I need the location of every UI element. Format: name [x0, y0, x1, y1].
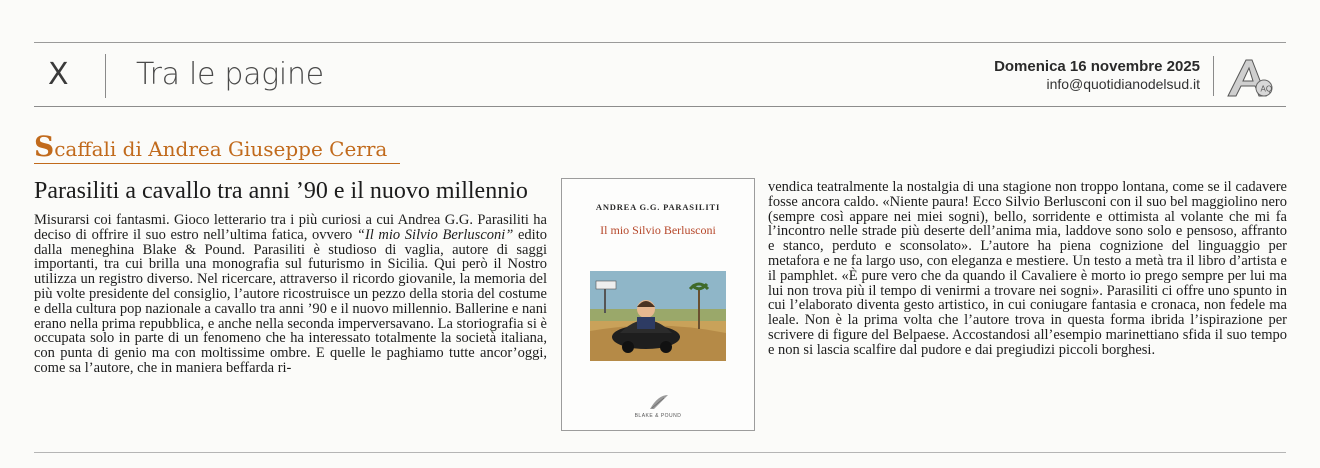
column-tag-underline [34, 163, 400, 164]
header-separator [105, 54, 106, 98]
article-column-right: vendica teatralmente la nostalgia di una stagione non troppo lontana, come se il cadavere fosse ancora caldo. «Niente paura! Ecco Silvio Berlusconi con il suo bel maggiolino nero (sempre così appare nei miei sogni), bello, sorridente e ottimista al volante che mi fa l’incontro nelle strade più deserte dell’anima mia, laddove sono solo e pensoso, affranto e stanco, perduto e sconsolato». L’autore ha piena cognizione del linguaggio per metafora e ne fa largo uso, con eleganza e mestiere. Un testo a metà tra il libro d’artista e il pamphlet. «È pure vero che da quando il Cavaliere è morto io prego sempre per lui ma lui non trova più il tempo di venirmi a trovare nei sogni». Parasiliti ci offre uno spunto in cui l’elaborato diventa gesto artistico, in cui coniugare fantasia e cronaca, non fedele ma leale. Non è la prima volta che l’autore trova in questa forma ibrida l’ispirazione per scrivere di figure del Belpaese. Accostandosi all’esempio marinettiano sfida il suo tempo e non si lascia scalfire dal pudore e dai pregiudizi piccoli borghesi. [768, 179, 1287, 358]
column-tag [34, 130, 387, 163]
article-left-text: edito dalla meneghina Blake & Pound. Parasiliti è studioso di vaglia, autore di saggi importanti, tra cui brilla una monografia sul futurismo in Sicilia. Qui però il Nostro utilizza un registro diverso. Nel ricercare, attraverso il ricordo giovanile, la memoria del più volte presidente del consiglio, l’autore ricostruisce un pezzo della storia del costume e della cultura pop nazionale a cavallo tra anni ’90 e il nuovo millennio. Ballerine e nani erano nella prima repubblica, e anche nella seconda imperversavano. La storiografia si è occupata solo in parte di un fenomeno che ha interessato totalmente la società italiana, con punta di genio ma con moltissime ombre. E quelle le paghiamo tutte ancor’oggi, come sa l’autore, che in maniera beffarda ri- [34, 226, 547, 376]
book-author: ANDREA G.G. PARASILITI [595, 202, 721, 212]
feather-icon [648, 393, 670, 411]
header-email-link[interactable]: info@quotidianodelsud.it [1046, 76, 1200, 92]
car-illustration-icon [590, 271, 726, 361]
top-rule [34, 42, 1286, 43]
column-initial: S [34, 130, 55, 163]
book-cover-image [561, 178, 755, 431]
column-author-label: caffali di Andrea Giuseppe Cerra [54, 137, 388, 161]
section-title: Tra le pagine [136, 57, 324, 92]
book-title-quote: “Il mio Silvio Berlusconi” [356, 226, 514, 243]
article-column-left [34, 213, 547, 376]
svg-text:AQ: AQ [1260, 84, 1273, 94]
bottom-rule [34, 452, 1286, 453]
header-rule [34, 106, 1286, 107]
newspaper-logo-icon [1224, 56, 1278, 98]
article-title: Parasiliti a cavallo tra anni ’90 e il nuovo millennio [34, 178, 528, 204]
header-date: Domenica 16 novembre 2025 [994, 58, 1200, 75]
close-button[interactable]: X [48, 57, 69, 92]
book-title: Il mio Silvio Berlusconi [600, 223, 716, 237]
publisher-name: BLAKE & POUND [634, 413, 682, 419]
article-lead-text: Misurarsi coi fantasmi. Gioco letterario tra i più curiosi a cui Andrea G.G. Parasiliti ha deciso di offrire il suo estro nell’ultima fatica, ovvero [34, 212, 547, 243]
logo-separator [1213, 56, 1214, 96]
